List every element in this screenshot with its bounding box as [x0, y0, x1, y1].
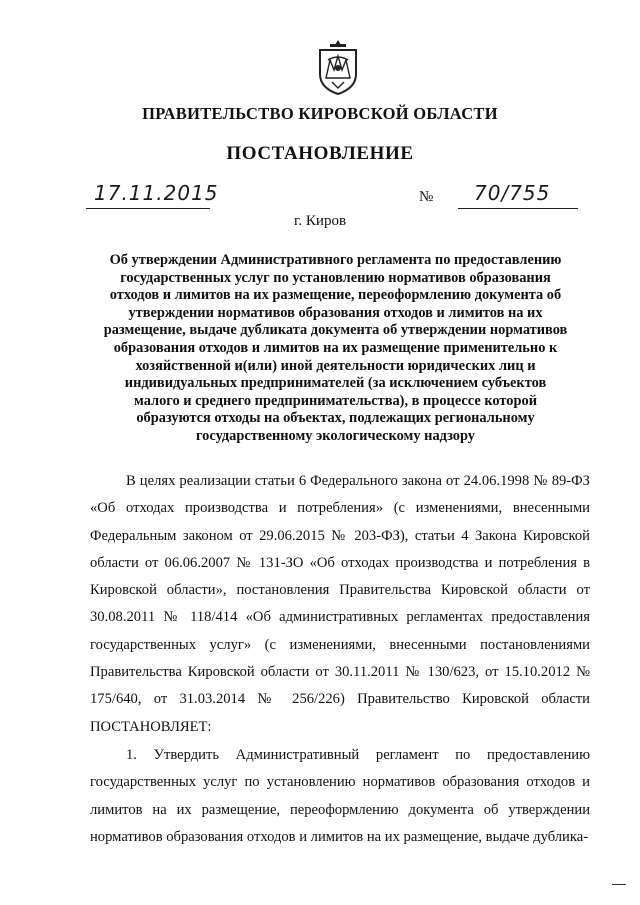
- number-sign: №: [419, 189, 434, 205]
- coat-of-arms-icon: [316, 38, 360, 96]
- handwritten-number: 70/755: [474, 181, 551, 205]
- preamble-paragraph: В целях реализации статьи 6 Федерального закона от 24.06.1998 № 89-ФЗ «Об отходах производства и потребления» (с изменениями, внесенными Федеральным законом от 29.06.2015 № 203-ФЗ), статьи 4 Закона Кировской области от 06.06.2007 № 131-ЗО «Об отходах производства и потребления в Кировской области», постановления Правительства Кировской области от 30.08.2011 № 118/414 «Об административных регламентах предоставления государственных услуг» (с изменениями, внесенными постановлениями Правительства Кировской области от 30.11.2011 № 130/623, от 15.10.2012 № 175/640, от 31.03.2014 № 256/226) Правительство Кировской области ПОСТАНОВЛЯЕТ:: [90, 473, 590, 735]
- government-name: ПРАВИТЕЛЬСТВО КИРОВСКОЙ ОБЛАСТИ: [142, 104, 498, 123]
- margin-mark: [612, 884, 626, 885]
- title-line: утверждении нормативов образования отходов и лимитов на их: [128, 304, 543, 321]
- title-line: размещение, выдаче дубликата документа об утверждении нормативов: [103, 322, 568, 339]
- title-line: отходов и лимитов на их размещение, переоформлению документа об: [109, 287, 562, 304]
- document-type: ПОСТАНОВЛЕНИЕ: [226, 143, 414, 164]
- clause-1-paragraph: 1. Утвердить Административный регламент по предоставлению государственных услуг по установлению нормативов образования отходов и лимитов на их размещение, переоформлению документа об утверждении нормативов образования отходов и лимитов на их размещение, выдаче дублика-: [90, 746, 590, 845]
- resolution-title: [98, 252, 573, 446]
- title-line: образования отходов и лимитов на их размещение применительно к: [113, 339, 558, 356]
- title-line: малого и среднего предпринимательства), в процессе которой: [133, 392, 537, 409]
- title-line: государственному экологическому надзору: [196, 427, 475, 444]
- body-text: [90, 468, 590, 851]
- city: г. Киров: [293, 213, 347, 229]
- title-line: индивидуальных предпринимателей (за исключением субъектов: [124, 375, 547, 392]
- title-line: Об утверждении Административного регламента по предоставлению: [109, 252, 562, 268]
- title-line: государственных услуг по установлению нормативов образования: [120, 269, 551, 286]
- title-line: хозяйственной и(или) иной деятельности юридических лиц и: [135, 357, 536, 374]
- title-line: образуются отходы на объектах, подлежащих региональному: [136, 410, 535, 427]
- handwritten-date: 17.11.2015: [94, 181, 219, 205]
